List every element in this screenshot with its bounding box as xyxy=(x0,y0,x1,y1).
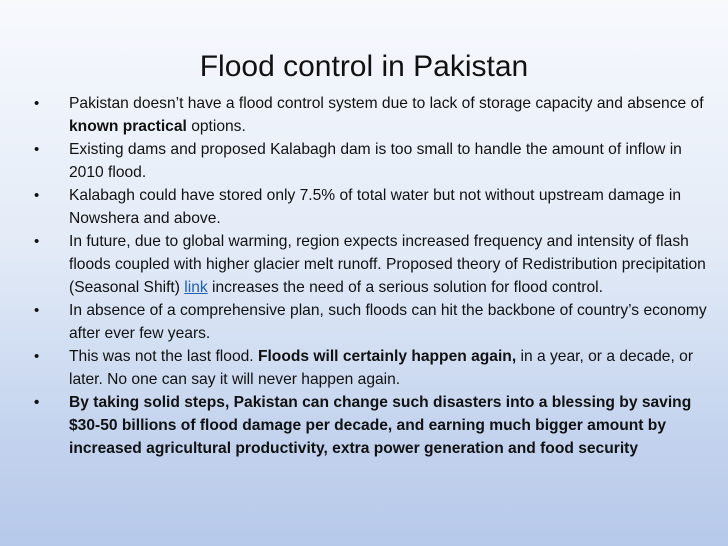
bullet-marker: • xyxy=(34,187,40,204)
bullet-5-text: In absence of a comprehensive plan, such floods can hit the backbone of country’s economy after ever few years. xyxy=(69,302,707,342)
bullet-6-tail: in a year, or a decade, or later. No one can say it will never happen again. xyxy=(69,348,694,388)
bullet-4-tail: increases the need of a serious solution for flood control. xyxy=(207,279,603,296)
seasonal-shift-link[interactable]: link xyxy=(184,279,208,296)
bullet-item-1 xyxy=(0,92,728,138)
bullet-3-text: Kalabagh could have stored only 7.5% of total water but not without upstream damage in Nowshera and above. xyxy=(69,187,682,227)
bullet-item-5 xyxy=(0,299,728,345)
bullet-marker: • xyxy=(34,302,40,319)
slide-title: Flood control in Pakistan xyxy=(199,50,529,83)
bullet-marker: • xyxy=(34,233,40,250)
bullet-item-3 xyxy=(0,184,728,230)
bullet-list xyxy=(0,92,728,460)
bullet-1-text: Pakistan doesn’t have a flood control system due to lack of storage capacity and absence of xyxy=(69,95,704,112)
bullet-marker: • xyxy=(34,95,40,112)
bullet-item-4 xyxy=(0,230,728,299)
bullet-4-text: In future, due to global warming, region expects increased frequency and intensity of flash floods coupled with higher glacier melt runoff. Proposed theory of Redistribution precipitation (Seasonal Shift) xyxy=(69,233,706,296)
bullet-1-bold-text: known practical xyxy=(69,118,187,135)
bullet-item-7 xyxy=(0,391,728,460)
bullet-marker: • xyxy=(34,394,40,411)
bullet-item-2 xyxy=(0,138,728,184)
bullet-6-bold-text: Floods will certainly happen again, xyxy=(257,348,517,365)
bullet-6-text: This was not the last flood. xyxy=(69,348,258,365)
bullet-7-text: By taking solid steps, Pakistan can change such disasters into a blessing by saving $30-50 billions of flood damage per decade, and earning much bigger amount by increased agricultural productivity, extra power generation and food security xyxy=(69,394,692,457)
bullet-2-text: Existing dams and proposed Kalabagh dam is too small to handle the amount of inflow in 2010 flood. xyxy=(69,141,682,181)
bullet-1-tail: options. xyxy=(186,118,246,135)
bullet-marker: • xyxy=(34,141,40,158)
bullet-marker: • xyxy=(34,348,40,365)
bullet-item-6 xyxy=(0,345,728,391)
